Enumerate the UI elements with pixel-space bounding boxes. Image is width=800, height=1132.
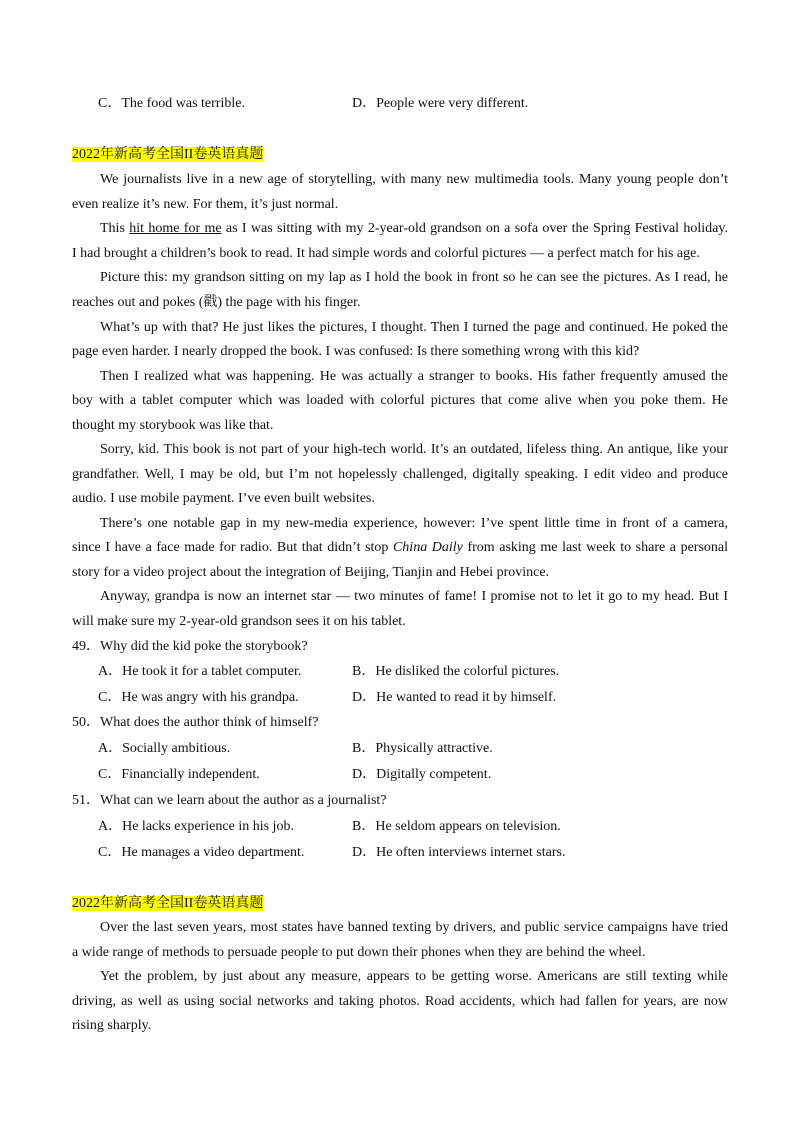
- question-50-stem: 50．What does the author think of himself?: [72, 715, 319, 730]
- para4-line2: page even harder. I nearly dropped the book. I was confused: Is there something wrong with this kid?: [72, 344, 640, 359]
- s2-para2-line1: Yet the problem, by just about any measure, appears to be getting worse. Americans are still texting while: [100, 969, 728, 984]
- para6-line3: audio. I use mobile payment. I’ve even built websites.: [72, 491, 375, 506]
- question-51-option-d[interactable]: D．He often interviews internet stars.: [352, 845, 566, 860]
- para1-line2: even realize it’s new. For them, it’s just normal.: [72, 197, 339, 212]
- para1-line1: We journalists live in a new age of storytelling, with many new multimedia tools. Many young people don’t: [100, 172, 728, 187]
- question-49-option-b[interactable]: B．He disliked the colorful pictures.: [352, 664, 560, 679]
- para7-line2: since I have a face made for radio. But that didn’t stop China Daily from asking me last week to share a personal: [72, 540, 729, 555]
- para3-line1: Picture this: my grandson sitting on my lap as I hold the book in front so he can see the pictures. As I read, he: [100, 270, 728, 285]
- question-50-option-d[interactable]: D．Digitally competent.: [352, 767, 492, 782]
- option-d: D．People were very different.: [352, 96, 529, 111]
- question-49-option-a[interactable]: A．He took it for a tablet computer.: [98, 664, 302, 679]
- para2-line1: This hit home for me as I was sitting with my 2-year-old grandson on a sofa over the Spring Festival holiday.: [100, 221, 728, 236]
- para6-line2: grandfather. Well, I may be old, but I’m not hopelessly challenged, digitally speaking. I edit video and produce: [72, 467, 728, 482]
- para4-line1: What’s up with that? He just likes the pictures, I thought. Then I turned the page and continued. He poked the: [100, 320, 728, 335]
- underlined-phrase: hit home for me: [129, 221, 222, 236]
- para6-line1: Sorry, kid. This book is not part of your high-tech world. It’s an outdated, lifeless thing. An antique, like your: [100, 442, 728, 457]
- para3-line2: reaches out and pokes (戳) the page with his finger.: [72, 295, 361, 310]
- question-50-option-a[interactable]: A．Socially ambitious.: [98, 741, 231, 756]
- para5-line1: Then I realized what was happening. He was actually a stranger to books. His father frequently amused the: [100, 369, 728, 384]
- s2-para2-line2: driving, as well as using social networks and taking photos. Road accidents, which had fallen for years, are now: [72, 994, 728, 1009]
- para5-line2: boy with a tablet computer which was loaded with colorful pictures that come alive when you poke them. He: [72, 393, 728, 408]
- newspaper-name: China Daily: [392, 540, 463, 555]
- s2-para1-line1: Over the last seven years, most states have banned texting by drivers, and public service campaigns have tried: [100, 920, 728, 935]
- question-49-option-d[interactable]: D．He wanted to read it by himself.: [352, 690, 557, 705]
- question-49-stem: 49．Why did the kid poke the storybook?: [72, 639, 308, 654]
- para7-line3: story for a video project about the integration of Beijing, Tianjin and Hebei province.: [72, 565, 550, 580]
- para7-line1: There’s one notable gap in my new-media experience, however: I’ve spent little time in front of a camera,: [100, 516, 728, 531]
- section-header-1: 2022年新高考全国II卷英语真题: [72, 147, 264, 162]
- question-51-option-a[interactable]: A．He lacks experience in his job.: [98, 819, 294, 834]
- option-c: C．The food was terrible.: [98, 96, 245, 111]
- question-51-option-b[interactable]: B．He seldom appears on television.: [352, 819, 561, 834]
- para5-line3: thought my storybook was like that.: [72, 418, 274, 433]
- para2-line2: I had brought a children’s book to read. It had simple words and colorful pictures — a perfect match for his age.: [72, 246, 700, 261]
- question-49-option-c[interactable]: C．He was angry with his grandpa.: [98, 690, 299, 705]
- question-51-option-c[interactable]: C．He manages a video department.: [98, 845, 305, 860]
- s2-para2-line3: rising sharply.: [72, 1018, 152, 1033]
- s2-para1-line2: a wide range of methods to persuade people to put down their phones when they are behind the wheel.: [72, 945, 646, 960]
- question-50-option-c[interactable]: C．Financially independent.: [98, 767, 260, 782]
- question-50-option-b[interactable]: B．Physically attractive.: [352, 741, 493, 756]
- para8-line2: will make sure my 2-year-old grandson sees it on his tablet.: [72, 614, 406, 629]
- para8-line1: Anyway, grandpa is now an internet star — two minutes of fame! I promise not to let it go to my head. But I: [100, 589, 728, 604]
- section-header-2: 2022年新高考全国II卷英语真题: [72, 896, 264, 911]
- question-51-stem: 51．What can we learn about the author as a journalist?: [72, 793, 387, 808]
